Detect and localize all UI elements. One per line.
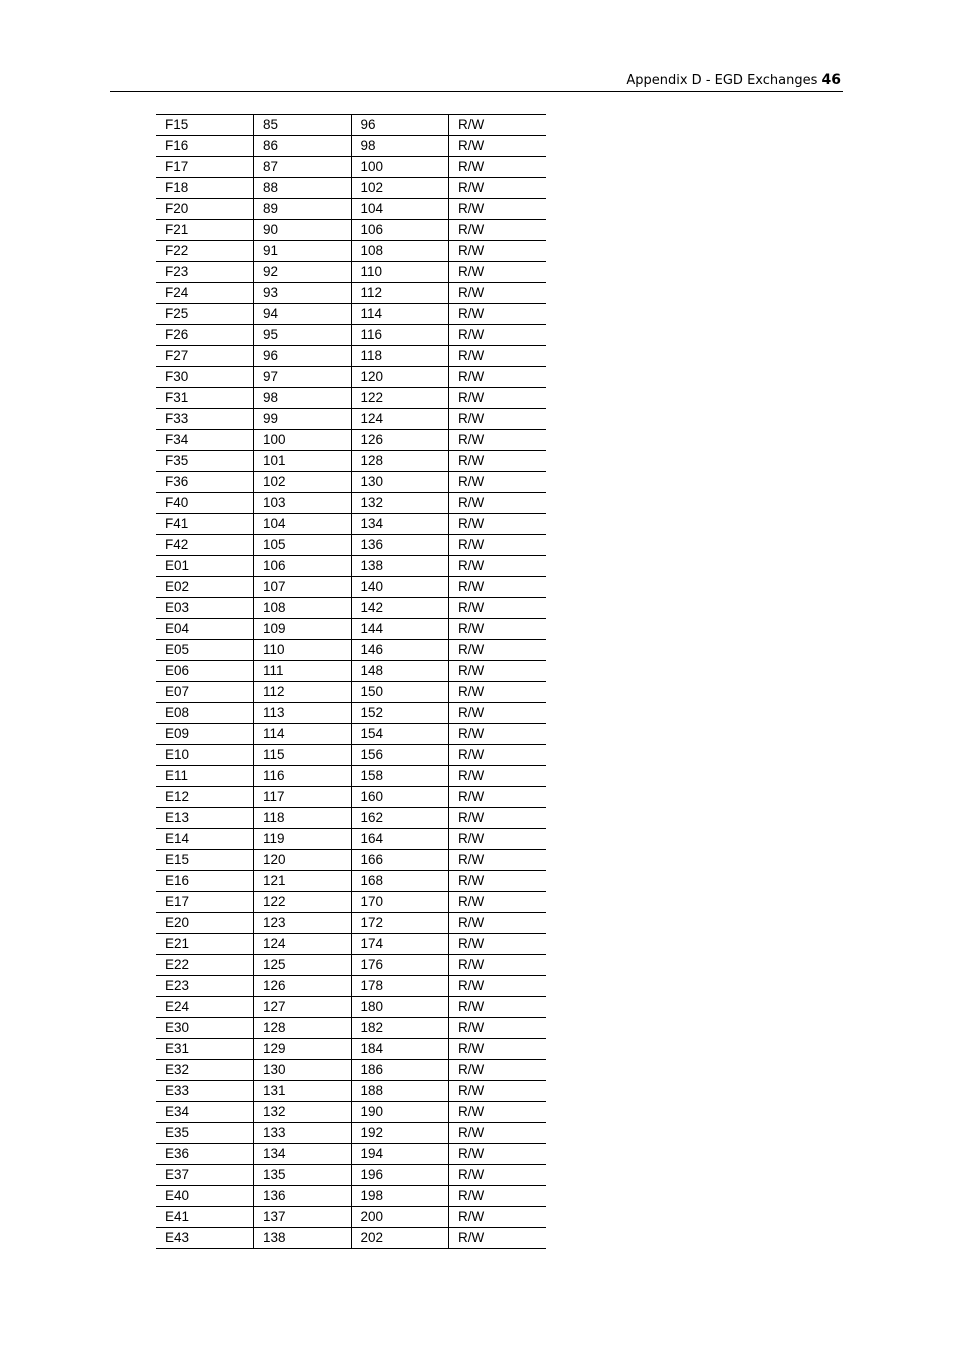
table-cell: 129 — [254, 1039, 352, 1060]
table-cell: E41 — [156, 1207, 254, 1228]
table-cell: R/W — [449, 388, 547, 409]
table-cell: R/W — [449, 934, 547, 955]
table-cell: E01 — [156, 556, 254, 577]
table-cell: E34 — [156, 1102, 254, 1123]
table-cell: 202 — [351, 1228, 449, 1249]
table-cell: R/W — [449, 430, 547, 451]
table-cell: 100 — [254, 430, 352, 451]
table-cell: 200 — [351, 1207, 449, 1228]
table-row — [156, 1144, 546, 1165]
table-row — [156, 829, 546, 850]
table-cell: 116 — [254, 766, 352, 787]
table-row — [156, 136, 546, 157]
table-cell: 144 — [351, 619, 449, 640]
table-cell: R/W — [449, 955, 547, 976]
table-cell: 119 — [254, 829, 352, 850]
table-cell: R/W — [449, 1165, 547, 1186]
table-cell: 133 — [254, 1123, 352, 1144]
table-cell: 108 — [351, 241, 449, 262]
table-cell: E15 — [156, 850, 254, 871]
table-cell: F30 — [156, 367, 254, 388]
table-cell: 135 — [254, 1165, 352, 1186]
table-cell: R/W — [449, 661, 547, 682]
table-cell: R/W — [449, 619, 547, 640]
table-cell: R/W — [449, 1102, 547, 1123]
table-row — [156, 1060, 546, 1081]
table-cell: 158 — [351, 766, 449, 787]
table-row — [156, 157, 546, 178]
table-row — [156, 682, 546, 703]
table-cell: 134 — [254, 1144, 352, 1165]
table-cell: 116 — [351, 325, 449, 346]
table-cell: 198 — [351, 1186, 449, 1207]
table-row — [156, 892, 546, 913]
table-cell: E21 — [156, 934, 254, 955]
table-cell: E17 — [156, 892, 254, 913]
table-cell: 112 — [351, 283, 449, 304]
table-row — [156, 703, 546, 724]
table-cell: E31 — [156, 1039, 254, 1060]
table-cell: R/W — [449, 640, 547, 661]
table-cell: 128 — [254, 1018, 352, 1039]
table-cell: 184 — [351, 1039, 449, 1060]
table-cell: 122 — [351, 388, 449, 409]
table-cell: 174 — [351, 934, 449, 955]
table-row — [156, 514, 546, 535]
table-row — [156, 850, 546, 871]
table-row — [156, 1186, 546, 1207]
table-row — [156, 535, 546, 556]
table-cell: E36 — [156, 1144, 254, 1165]
table-cell: E37 — [156, 1165, 254, 1186]
table-cell: 117 — [254, 787, 352, 808]
table-cell: 196 — [351, 1165, 449, 1186]
table-cell: 131 — [254, 1081, 352, 1102]
table-cell: 178 — [351, 976, 449, 997]
table-cell: 100 — [351, 157, 449, 178]
table-cell: R/W — [449, 409, 547, 430]
table-cell: 112 — [254, 682, 352, 703]
table-cell: 104 — [351, 199, 449, 220]
table-cell: R/W — [449, 367, 547, 388]
table-cell: R/W — [449, 178, 547, 199]
table-row — [156, 724, 546, 745]
table-cell: 148 — [351, 661, 449, 682]
table-cell: F35 — [156, 451, 254, 472]
table-cell: R/W — [449, 724, 547, 745]
table-cell: 87 — [254, 157, 352, 178]
table-cell: 160 — [351, 787, 449, 808]
table-cell: E40 — [156, 1186, 254, 1207]
table-row — [156, 556, 546, 577]
table-cell: E35 — [156, 1123, 254, 1144]
table-cell: F31 — [156, 388, 254, 409]
table-row — [156, 241, 546, 262]
table-cell: 162 — [351, 808, 449, 829]
table-cell: R/W — [449, 598, 547, 619]
table-cell: R/W — [449, 997, 547, 1018]
table-row — [156, 598, 546, 619]
table-row — [156, 493, 546, 514]
table-cell: E16 — [156, 871, 254, 892]
table-cell: E30 — [156, 1018, 254, 1039]
table-cell: 111 — [254, 661, 352, 682]
table-cell: F23 — [156, 262, 254, 283]
table-cell: R/W — [449, 1039, 547, 1060]
table-row — [156, 388, 546, 409]
table-row — [156, 1039, 546, 1060]
table-cell: 182 — [351, 1018, 449, 1039]
table-cell: F20 — [156, 199, 254, 220]
table-cell: 194 — [351, 1144, 449, 1165]
table-row — [156, 430, 546, 451]
table-cell: R/W — [449, 451, 547, 472]
table-cell: 176 — [351, 955, 449, 976]
table-cell: 106 — [254, 556, 352, 577]
table-cell: 97 — [254, 367, 352, 388]
table-cell: 150 — [351, 682, 449, 703]
table-cell: 106 — [351, 220, 449, 241]
table-cell: R/W — [449, 745, 547, 766]
table-cell: E03 — [156, 598, 254, 619]
table-cell: 120 — [351, 367, 449, 388]
table-cell: 114 — [351, 304, 449, 325]
table-cell: E23 — [156, 976, 254, 997]
table-cell: F18 — [156, 178, 254, 199]
table-cell: F41 — [156, 514, 254, 535]
table-cell: 126 — [351, 430, 449, 451]
table-cell: 126 — [254, 976, 352, 997]
table-cell: 110 — [351, 262, 449, 283]
table-cell: R/W — [449, 493, 547, 514]
table-cell: R/W — [449, 1060, 547, 1081]
table-cell: R/W — [449, 1081, 547, 1102]
table-cell: 136 — [351, 535, 449, 556]
table-cell: 85 — [254, 115, 352, 136]
table-row — [156, 1081, 546, 1102]
table-cell: E24 — [156, 997, 254, 1018]
table-row — [156, 472, 546, 493]
table-cell: R/W — [449, 1228, 547, 1249]
table-cell: R/W — [449, 766, 547, 787]
table-body — [156, 115, 546, 1249]
table-cell: 103 — [254, 493, 352, 514]
table-row — [156, 787, 546, 808]
table-cell: 180 — [351, 997, 449, 1018]
table-cell: R/W — [449, 514, 547, 535]
table-cell: 123 — [254, 913, 352, 934]
table-cell: 156 — [351, 745, 449, 766]
table-cell: 170 — [351, 892, 449, 913]
table-row — [156, 220, 546, 241]
table-cell: 94 — [254, 304, 352, 325]
table-cell: E22 — [156, 955, 254, 976]
table-cell: E04 — [156, 619, 254, 640]
table-cell: R/W — [449, 829, 547, 850]
table-row — [156, 871, 546, 892]
table-row — [156, 283, 546, 304]
table-cell: R/W — [449, 283, 547, 304]
table-cell: R/W — [449, 556, 547, 577]
table-cell: 93 — [254, 283, 352, 304]
table-cell: E12 — [156, 787, 254, 808]
table-cell: E05 — [156, 640, 254, 661]
table-cell: E20 — [156, 913, 254, 934]
table-row — [156, 955, 546, 976]
table-cell: 105 — [254, 535, 352, 556]
table-cell: 142 — [351, 598, 449, 619]
table-cell: R/W — [449, 199, 547, 220]
table-cell: 88 — [254, 178, 352, 199]
table-cell: R/W — [449, 682, 547, 703]
table-cell: 152 — [351, 703, 449, 724]
table-cell: R/W — [449, 1123, 547, 1144]
table-row — [156, 1228, 546, 1249]
table-cell: 120 — [254, 850, 352, 871]
data-table — [156, 114, 546, 1249]
table-row — [156, 451, 546, 472]
header-text — [626, 72, 841, 88]
table-cell: R/W — [449, 136, 547, 157]
table-cell: 130 — [351, 472, 449, 493]
table-cell: R/W — [449, 241, 547, 262]
table-cell: 107 — [254, 577, 352, 598]
table-cell: R/W — [449, 577, 547, 598]
table-cell: 109 — [254, 619, 352, 640]
table-row — [156, 640, 546, 661]
table-row — [156, 619, 546, 640]
page-number: 46 — [821, 72, 841, 88]
table-cell: R/W — [449, 115, 547, 136]
table-cell: E08 — [156, 703, 254, 724]
table-row — [156, 367, 546, 388]
table-cell: 128 — [351, 451, 449, 472]
table-cell: E32 — [156, 1060, 254, 1081]
table-cell: R/W — [449, 850, 547, 871]
table-cell: 188 — [351, 1081, 449, 1102]
table-cell: E07 — [156, 682, 254, 703]
table-cell: 98 — [351, 136, 449, 157]
table-cell: R/W — [449, 976, 547, 997]
table-cell: R/W — [449, 1018, 547, 1039]
table-cell: 186 — [351, 1060, 449, 1081]
table-cell: 124 — [254, 934, 352, 955]
table-cell: 86 — [254, 136, 352, 157]
table-cell: R/W — [449, 304, 547, 325]
table-cell: 110 — [254, 640, 352, 661]
page-header — [110, 71, 843, 92]
table-cell: 172 — [351, 913, 449, 934]
table-cell: 166 — [351, 850, 449, 871]
table-cell: 101 — [254, 451, 352, 472]
table-row — [156, 577, 546, 598]
table-row — [156, 934, 546, 955]
table-row — [156, 199, 546, 220]
table-cell: R/W — [449, 346, 547, 367]
table-cell: 140 — [351, 577, 449, 598]
table-cell: 154 — [351, 724, 449, 745]
table-row — [156, 745, 546, 766]
table-cell: F26 — [156, 325, 254, 346]
header-title: Appendix D - EGD Exchanges — [626, 73, 818, 88]
table-cell: 114 — [254, 724, 352, 745]
table-cell: 164 — [351, 829, 449, 850]
table-row — [156, 976, 546, 997]
table-cell: E14 — [156, 829, 254, 850]
table-cell: 95 — [254, 325, 352, 346]
table-row — [156, 1123, 546, 1144]
table-cell: R/W — [449, 220, 547, 241]
table-cell: F22 — [156, 241, 254, 262]
table-cell: F25 — [156, 304, 254, 325]
table-row — [156, 1102, 546, 1123]
table-row — [156, 1018, 546, 1039]
table-cell: 90 — [254, 220, 352, 241]
table-cell: 132 — [254, 1102, 352, 1123]
table-cell: 92 — [254, 262, 352, 283]
table-row — [156, 409, 546, 430]
table-cell: E10 — [156, 745, 254, 766]
table-cell: 130 — [254, 1060, 352, 1081]
table-cell: 136 — [254, 1186, 352, 1207]
table-cell: 138 — [351, 556, 449, 577]
table-cell: 190 — [351, 1102, 449, 1123]
table-cell: F17 — [156, 157, 254, 178]
table-cell: E09 — [156, 724, 254, 745]
table-row — [156, 661, 546, 682]
table-cell: 146 — [351, 640, 449, 661]
table-cell: 124 — [351, 409, 449, 430]
table-cell: F15 — [156, 115, 254, 136]
table-cell: R/W — [449, 1144, 547, 1165]
table-cell: 137 — [254, 1207, 352, 1228]
table-cell: R/W — [449, 472, 547, 493]
table-row — [156, 325, 546, 346]
table-row — [156, 115, 546, 136]
table-row — [156, 913, 546, 934]
table-row — [156, 1165, 546, 1186]
table-row — [156, 1207, 546, 1228]
table-cell: 102 — [351, 178, 449, 199]
table-cell: R/W — [449, 703, 547, 724]
table-cell: 96 — [351, 115, 449, 136]
table-cell: 127 — [254, 997, 352, 1018]
table-cell: 118 — [351, 346, 449, 367]
table-cell: R/W — [449, 1207, 547, 1228]
table-row — [156, 178, 546, 199]
table-cell: E11 — [156, 766, 254, 787]
table-cell: R/W — [449, 892, 547, 913]
table-cell: F24 — [156, 283, 254, 304]
table-cell: R/W — [449, 1186, 547, 1207]
table-cell: F33 — [156, 409, 254, 430]
table-cell: 102 — [254, 472, 352, 493]
table-cell: E43 — [156, 1228, 254, 1249]
table-cell: 89 — [254, 199, 352, 220]
table-row — [156, 262, 546, 283]
table-cell: 118 — [254, 808, 352, 829]
table-cell: R/W — [449, 787, 547, 808]
table-row — [156, 997, 546, 1018]
table-row — [156, 304, 546, 325]
table-cell: 121 — [254, 871, 352, 892]
table-cell: R/W — [449, 325, 547, 346]
table-cell: F34 — [156, 430, 254, 451]
table-row — [156, 346, 546, 367]
table-cell: R/W — [449, 913, 547, 934]
table-row — [156, 766, 546, 787]
table-cell: F40 — [156, 493, 254, 514]
table-cell: E06 — [156, 661, 254, 682]
table-cell: 96 — [254, 346, 352, 367]
table-cell: 192 — [351, 1123, 449, 1144]
table-cell: 108 — [254, 598, 352, 619]
table-cell: F27 — [156, 346, 254, 367]
table-cell: R/W — [449, 808, 547, 829]
table-cell: F21 — [156, 220, 254, 241]
table-cell: E33 — [156, 1081, 254, 1102]
table-cell: 138 — [254, 1228, 352, 1249]
table-cell: F42 — [156, 535, 254, 556]
table-cell: 99 — [254, 409, 352, 430]
table-cell: 134 — [351, 514, 449, 535]
table-cell: 122 — [254, 892, 352, 913]
table-cell: R/W — [449, 262, 547, 283]
table-cell: E13 — [156, 808, 254, 829]
table-cell: 132 — [351, 493, 449, 514]
table-cell: 113 — [254, 703, 352, 724]
table-cell: R/W — [449, 871, 547, 892]
table-cell: R/W — [449, 535, 547, 556]
table-cell: 168 — [351, 871, 449, 892]
table-cell: F36 — [156, 472, 254, 493]
table-cell: E02 — [156, 577, 254, 598]
table-cell: R/W — [449, 157, 547, 178]
table-cell: 115 — [254, 745, 352, 766]
table-cell: F16 — [156, 136, 254, 157]
table-cell: 91 — [254, 241, 352, 262]
table-cell: 125 — [254, 955, 352, 976]
table-cell: 98 — [254, 388, 352, 409]
table-row — [156, 808, 546, 829]
table-cell: 104 — [254, 514, 352, 535]
